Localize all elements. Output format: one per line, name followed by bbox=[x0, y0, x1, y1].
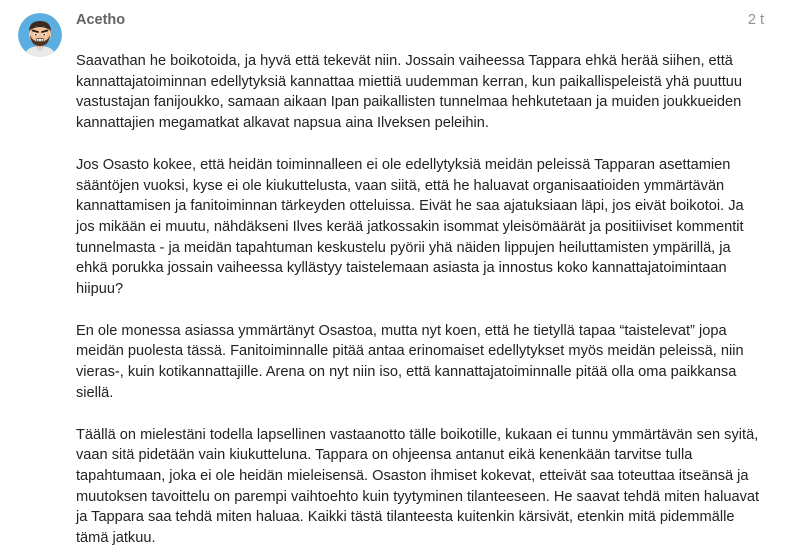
post-paragraph: Täällä on mielestäni todella lapsellinen vastaanotto tälle boikotille, kukaan ei tunnu ymmärtävän sen syitä, vaan sitä pidetään vain kiukutteluna. Tappara on ohjeensa antanut eikä kenenkään tarvitse tulla tapahtumaan, joka ei ole heidän mieleisensä. Osaston ihmiset kokevat, etteivät saa toteuttaa itseänsä ja muutoksen tavoittelu on parempi vaihtoehto kuin tyytyminen tilanteeseen. He saavat tehdä miten haluavat ja Tappara saa tehdä miten haluaa. Kaikki tästä tilanteesta kuitenkin kärsivät, etenkin mitä pidemmälle tämä jatkuu. bbox=[76, 426, 760, 547]
avatar-icon bbox=[18, 13, 62, 57]
post-paragraph: En ole monessa asiassa ymmärtänyt Osastoa, mutta nyt koen, että he tietyllä tapaa “taistelevat” jopa meidän puolesta tässä. Fanitoiminnalle pitää antaa erinomaiset edellytykset myös meidän peleissä, niin vieras-, kuin kotikannattajille. Arena on nyt niin iso, että kannattajatoiminnalle pitää olla oma paikkansa siellä. bbox=[76, 322, 744, 401]
avatar[interactable] bbox=[18, 13, 62, 57]
post-author[interactable]: Acetho bbox=[76, 12, 126, 28]
post-body bbox=[76, 51, 766, 556]
post-paragraph: Saavathan he boikotoida, ja hyvä että tekevät niin. Jossain vaiheessa Tappara ehkä herää siihen, että kannattajatoiminnan edellytyksiä kannattaa miettiä uudemman kerran, kun paikallispeleistä yhä puuttuu vastustajan fanijoukko, samaan aikaan Ipan paikallisten tunnelmaa hehkutetaan ja muiden joukkueiden kannattajien megamatkat alkavat napsua aina Ilveksen peleihin. bbox=[76, 53, 743, 132]
post-paragraph: Jos Osasto kokee, että heidän toiminnalleen ei ole edellytyksiä meidän peleissä Tapparan asettamien sääntöjen vuoksi, kyse ei ole kiukuttelusta, vaan siitä, että he haluavat organisaatioiden ymmärtävän kannattamisen ja fanitoiminnan tärkeyden otteluissa. Eivät he saa ajatuksiaan läpi, jos eivät boikotoi. Ja jos mikään ei muutu, nähdäkseni Ilves kerää jatkossakin isommat yleisömäärät ja positiiviset kommentit tunnelmasta - ja meidän tapahtuman keskustelu pyörii yhä näiden lippujen heiluttamisten ympärillä, ja ehkä porukka jossain vaiheessa kyllästyy taistelemaan asiasta ja innostus koko kannattajatoimintaan hiipuu? bbox=[76, 156, 744, 298]
post-date[interactable]: 2 t bbox=[747, 12, 764, 28]
